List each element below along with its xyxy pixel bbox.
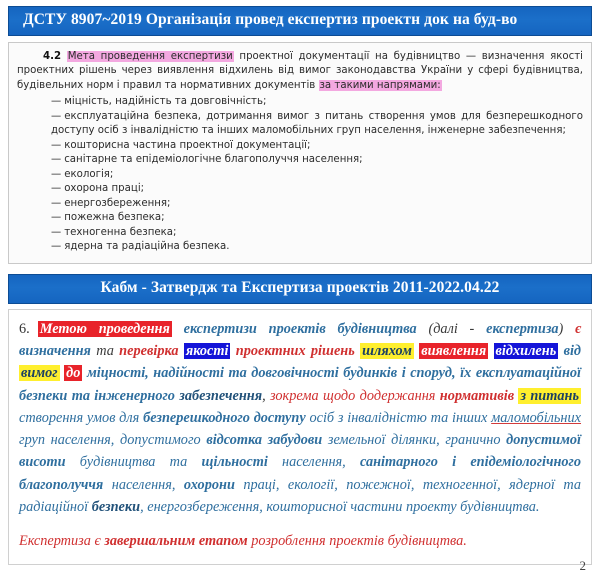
em-dash-icon: — [51, 226, 62, 238]
top-document-bullet-list [17, 95, 583, 254]
em-dash-icon: — [51, 212, 62, 224]
text-run: створення умов для [19, 409, 144, 426]
text-run: від [563, 342, 582, 359]
list-item [17, 153, 583, 167]
highlight-directions-phrase: за такими напрямами: [319, 79, 441, 91]
list-item-label: санітарне та епідеміологічне благополуччя населення; [64, 154, 363, 166]
list-item [17, 197, 583, 211]
clause-number: 6. [19, 320, 30, 337]
top-document-excerpt [8, 42, 592, 264]
text-run [488, 343, 493, 359]
text-run: будівництва та [65, 454, 202, 471]
list-item [17, 95, 583, 109]
text-run: міцності, надійності та довговічності будинків і споруд, їх експлуатаційної безпеки та інженерного [19, 365, 582, 404]
list-item [17, 168, 583, 182]
em-dash-icon: — [51, 183, 62, 195]
text-run: та [90, 342, 120, 359]
list-item [17, 240, 583, 254]
text-run: з питань [520, 387, 579, 404]
text-run: санітарного і епідеміологічного благополуччя [19, 454, 581, 493]
em-dash-icon: — [51, 96, 62, 108]
text-run: вимог [21, 365, 58, 382]
list-item-label: енергозбереження; [64, 197, 171, 209]
list-item-label: кошторисна частина проектної документації; [64, 139, 311, 151]
text-run: нормативів [439, 387, 515, 404]
text-run [172, 321, 184, 337]
em-dash-icon: — [51, 241, 62, 253]
list-item [17, 182, 583, 196]
list-item-label: екологія; [64, 168, 114, 180]
list-item-label: експлуатаційна безпека, дотримання вимог з питань створення умов для безперешкодного доступу осіб з інвалідністю та інших маломобільних груп населення, інженерне забезпечення; [51, 110, 583, 137]
bottom-document-excerpt [8, 309, 592, 565]
text-run: праці, екології, пожежної, техногенної, ядерної та радіаційної [19, 476, 581, 515]
text-run: проектів будівництва [268, 320, 417, 337]
clause-number: 4.2 [43, 50, 62, 62]
text-run: безперешкодного доступу [143, 409, 306, 426]
text-run: відхилень [495, 342, 557, 359]
page-number: 2 [579, 558, 586, 573]
highlight-purpose-phrase: Мета проведення експертизи [67, 50, 233, 62]
text-run: осіб з інвалідністю та інших [305, 409, 492, 426]
text-run: допустимої висоти [19, 432, 581, 471]
text-run: якості [185, 342, 229, 359]
text-run: визначення [19, 342, 91, 359]
list-item [17, 110, 583, 139]
list-item-label: пожежна безпека; [64, 212, 165, 224]
list-item [17, 211, 583, 225]
text-run: перевірка [119, 342, 179, 359]
final-sentence-emphasis: завершальним етапом [104, 533, 248, 550]
text-run: ) [558, 320, 576, 337]
text-run: населення, [103, 476, 184, 493]
list-item [17, 139, 583, 153]
clause-4-2-paragraph [17, 50, 583, 93]
em-dash-icon: — [51, 154, 62, 166]
text-run: земельної ділянки, гранично [322, 432, 507, 449]
text-run [257, 321, 269, 337]
em-dash-icon: — [51, 110, 62, 122]
text-run: є [575, 320, 582, 337]
text-run: експертиза [486, 320, 559, 337]
clause-body-text: проектної документації на будівництво — визначення якості проектних рішень через виявлення відхилень від вимог законодавства України у сфері будівництва, будівельних норм і правил та нормативних документів [17, 50, 583, 91]
text-run: населення, [267, 454, 360, 471]
text-run: Метою проведення [39, 320, 170, 337]
text-run: груп населення, допустимого [19, 432, 207, 449]
text-run: охорони [183, 476, 235, 493]
em-dash-icon: — [51, 168, 62, 180]
list-item-label: міцність, надійність та довговічність; [64, 96, 267, 108]
text-run: проектних рішень [235, 342, 355, 359]
text-run: до [66, 365, 81, 382]
banner-dstu-title: ДСТУ 8907~2019 Організація провед експертиз проектн док на буд-во [8, 6, 592, 36]
text-run: , [262, 387, 270, 404]
text-run: , енергозбереження, кошторисної частини проекту будівництва. [140, 499, 540, 515]
text-run: зокрема щодо додержання [270, 387, 436, 404]
text-run: (далі - [416, 320, 487, 337]
list-item-label: охорона праці; [64, 183, 145, 195]
text-run: щільності [201, 454, 268, 471]
final-sentence [19, 530, 581, 552]
list-item [17, 226, 583, 240]
text-run: маломобільних [491, 409, 582, 426]
text-run: забезпечення [179, 387, 263, 404]
text-run: шляхом [362, 342, 412, 359]
text-run: виявлення [421, 342, 487, 359]
banner-kabmin-title: Кабм - Затвердж та Експертиза проектів 2011-2022.04.22 [8, 274, 592, 304]
list-item-label: ядерна та радіаційна безпека. [64, 241, 230, 253]
em-dash-icon: — [51, 197, 62, 209]
list-item-label: техногенна безпека; [64, 226, 177, 238]
text-run: безпеки [91, 499, 141, 515]
text-run: відсотка забудови [206, 432, 323, 449]
clause-6-paragraph [19, 318, 581, 519]
em-dash-icon: — [51, 139, 62, 151]
text-run: експертизи [183, 320, 257, 337]
final-sentence-after: розроблення проектів будівництва. [247, 533, 467, 550]
final-sentence-before: Експертиза є [19, 533, 105, 550]
clause-6-rich-text [19, 321, 581, 515]
